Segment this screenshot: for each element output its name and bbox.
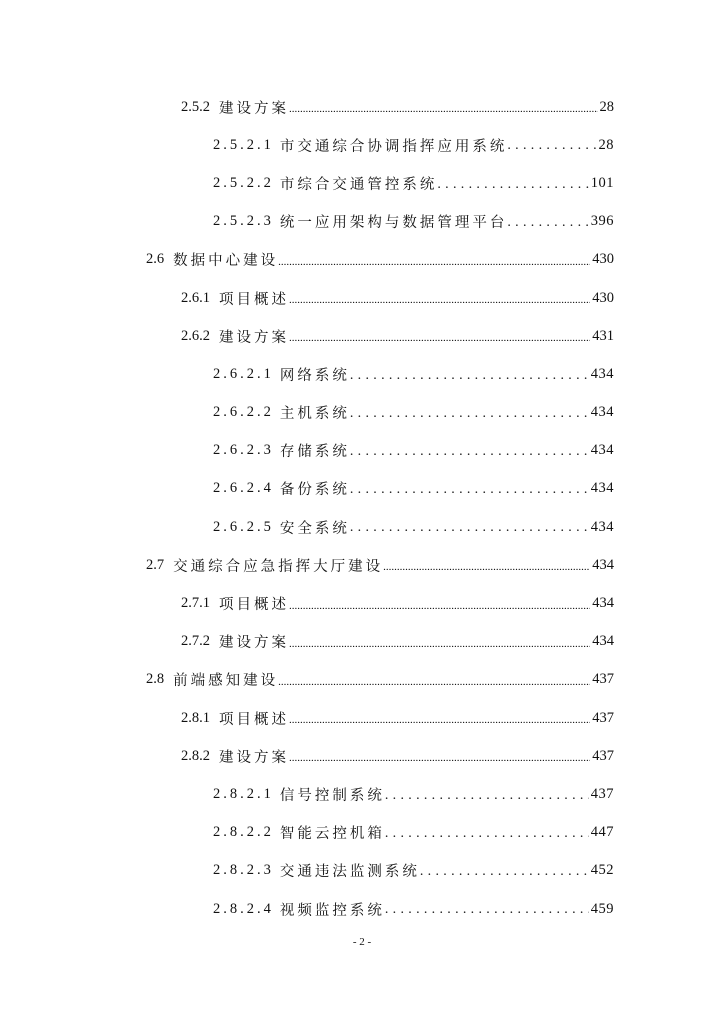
toc-entry-title: 主机系统 (279, 406, 350, 423)
toc-entry-title: 信号控制系统 (279, 787, 385, 804)
toc-entry-number: 2.6.2.5 (213, 518, 274, 535)
toc-entry-title: 建设方案 (219, 100, 289, 117)
toc-dot-leader (385, 788, 589, 814)
toc-dot-leader (289, 600, 590, 623)
toc-dot-leader (278, 676, 590, 699)
toc-entry[interactable] (0, 584, 724, 622)
toc-entry-title: 交通综合应急指挥大厅建设 (173, 558, 384, 575)
toc-entry[interactable] (0, 164, 724, 202)
toc-entry-number: 2.8.2.1 (213, 785, 274, 802)
page-number: - 2 - (352, 936, 372, 948)
toc-entry-number: 2.8 (146, 671, 165, 688)
toc-entry-number: 2.5.2.3 (213, 213, 274, 230)
toc-entry-title: 项目概述 (219, 597, 289, 614)
toc-entry-title: 安全系统 (279, 520, 350, 537)
toc-entry[interactable] (0, 470, 724, 508)
toc-entry-number: 2.6.2.1 (213, 365, 274, 382)
toc-dot-leader (350, 406, 589, 432)
toc-entry-title: 建设方案 (219, 329, 289, 346)
toc-entry-page-number: 437 (590, 785, 614, 802)
toc-entry-page-number: 452 (590, 862, 614, 879)
toc-dot-leader (289, 714, 590, 737)
toc-entry-number: 2.6.2.2 (213, 404, 274, 421)
toc-entry[interactable] (0, 890, 724, 928)
toc-dot-leader (350, 520, 589, 546)
toc-entry[interactable] (0, 508, 724, 546)
toc-dot-leader (289, 752, 590, 775)
toc-entry-title: 前端感知建设 (173, 673, 279, 690)
toc-entry-title: 视频监控系统 (279, 902, 385, 919)
toc-entry-title: 建设方案 (219, 635, 289, 652)
toc-entry[interactable] (0, 241, 724, 279)
toc-entry-number: 2.6.2.3 (213, 442, 274, 459)
toc-entry-number: 2.8.2.3 (213, 862, 274, 879)
toc-entry[interactable] (0, 394, 724, 432)
toc-entry-title: 统一应用架构与数据管理平台 (279, 215, 508, 232)
toc-entry-page-number: 437 (592, 671, 614, 688)
toc-entry[interactable] (0, 126, 724, 164)
toc-entry[interactable] (0, 737, 724, 775)
toc-entry-title: 项目概述 (219, 291, 289, 308)
toc-dot-leader (420, 864, 589, 890)
toc-entry-number: 2.6.1 (181, 289, 210, 306)
toc-dot-leader (350, 444, 589, 470)
toc-entry-title: 交通违法监测系统 (279, 864, 420, 881)
toc-entry[interactable] (0, 203, 724, 241)
toc-entry-number: 2.8.1 (181, 709, 210, 726)
toc-dot-leader (507, 138, 596, 164)
toc-entry-page-number: 28 (598, 136, 614, 153)
toc-entry-page-number: 430 (592, 289, 614, 306)
toc-entry[interactable] (0, 814, 724, 852)
toc-entry-title: 数据中心建设 (173, 253, 279, 270)
toc-entry[interactable] (0, 317, 724, 355)
toc-entry-page-number: 434 (590, 365, 614, 382)
toc-dot-leader (289, 638, 590, 661)
toc-entry[interactable] (0, 546, 724, 584)
toc-entry-number: 2.6.2 (181, 327, 210, 344)
toc-dot-leader (289, 332, 590, 355)
toc-entry-number: 2.7.2 (181, 633, 210, 650)
toc-entry[interactable] (0, 623, 724, 661)
toc-entry-number: 2.7 (146, 556, 165, 573)
toc-entry-page-number: 434 (590, 480, 614, 497)
toc-entry-page-number: 101 (590, 174, 614, 191)
toc-entry-page-number: 430 (592, 251, 614, 268)
toc-entry-page-number: 431 (592, 327, 614, 344)
toc-dot-leader (437, 177, 588, 203)
toc-dot-leader (383, 561, 590, 584)
toc-entry-number: 2.5.2 (181, 98, 210, 115)
toc-entry[interactable] (0, 279, 724, 317)
toc-entry-title: 市交通综合协调指挥应用系统 (279, 138, 508, 155)
toc-entry-number: 2.6.2.4 (213, 480, 274, 497)
toc-dot-leader (507, 215, 588, 241)
toc-entry-title: 项目概述 (219, 711, 289, 728)
toc-entry-page-number: 434 (592, 595, 614, 612)
toc-entry[interactable] (0, 88, 724, 126)
toc-dot-leader (385, 902, 589, 928)
table-of-contents (0, 88, 724, 928)
toc-entry-number: 2.5.2.2 (213, 174, 274, 191)
toc-entry-page-number: 459 (590, 900, 614, 917)
toc-entry-number: 2.5.2.1 (213, 136, 274, 153)
toc-entry-number: 2.8.2 (181, 747, 210, 764)
toc-entry-number: 2.8.2.2 (213, 824, 274, 841)
toc-entry-page-number: 434 (592, 633, 614, 650)
toc-entry[interactable] (0, 775, 724, 813)
toc-dot-leader (350, 368, 589, 394)
toc-entry-page-number: 434 (590, 518, 614, 535)
toc-entry-page-number: 437 (592, 747, 614, 764)
toc-entry-page-number: 434 (590, 404, 614, 421)
toc-dot-leader (350, 482, 589, 508)
toc-entry-page-number: 447 (590, 824, 614, 841)
toc-entry[interactable] (0, 852, 724, 890)
toc-entry-number: 2.8.2.4 (213, 900, 274, 917)
toc-entry-title: 备份系统 (279, 482, 350, 499)
toc-entry[interactable] (0, 432, 724, 470)
toc-entry-number: 2.7.1 (181, 595, 210, 612)
toc-entry-number: 2.6 (146, 251, 165, 268)
toc-dot-leader (289, 103, 598, 126)
toc-entry[interactable] (0, 355, 724, 393)
toc-entry-page-number: 396 (590, 213, 614, 230)
toc-entry-title: 存储系统 (279, 444, 350, 461)
toc-entry[interactable] (0, 699, 724, 737)
toc-entry-title: 智能云控机箱 (279, 826, 385, 843)
toc-entry-page-number: 434 (590, 442, 614, 459)
toc-dot-leader (385, 826, 589, 852)
toc-entry-page-number: 437 (592, 709, 614, 726)
toc-entry-page-number: 434 (592, 556, 614, 573)
toc-entry-title: 市综合交通管控系统 (279, 176, 438, 193)
toc-dot-leader (289, 294, 590, 317)
toc-entry-title: 网络系统 (279, 367, 350, 384)
toc-entry-page-number: 28 (599, 98, 614, 115)
toc-entry[interactable] (0, 661, 724, 699)
toc-dot-leader (278, 256, 590, 279)
toc-entry-title: 建设方案 (219, 749, 289, 766)
